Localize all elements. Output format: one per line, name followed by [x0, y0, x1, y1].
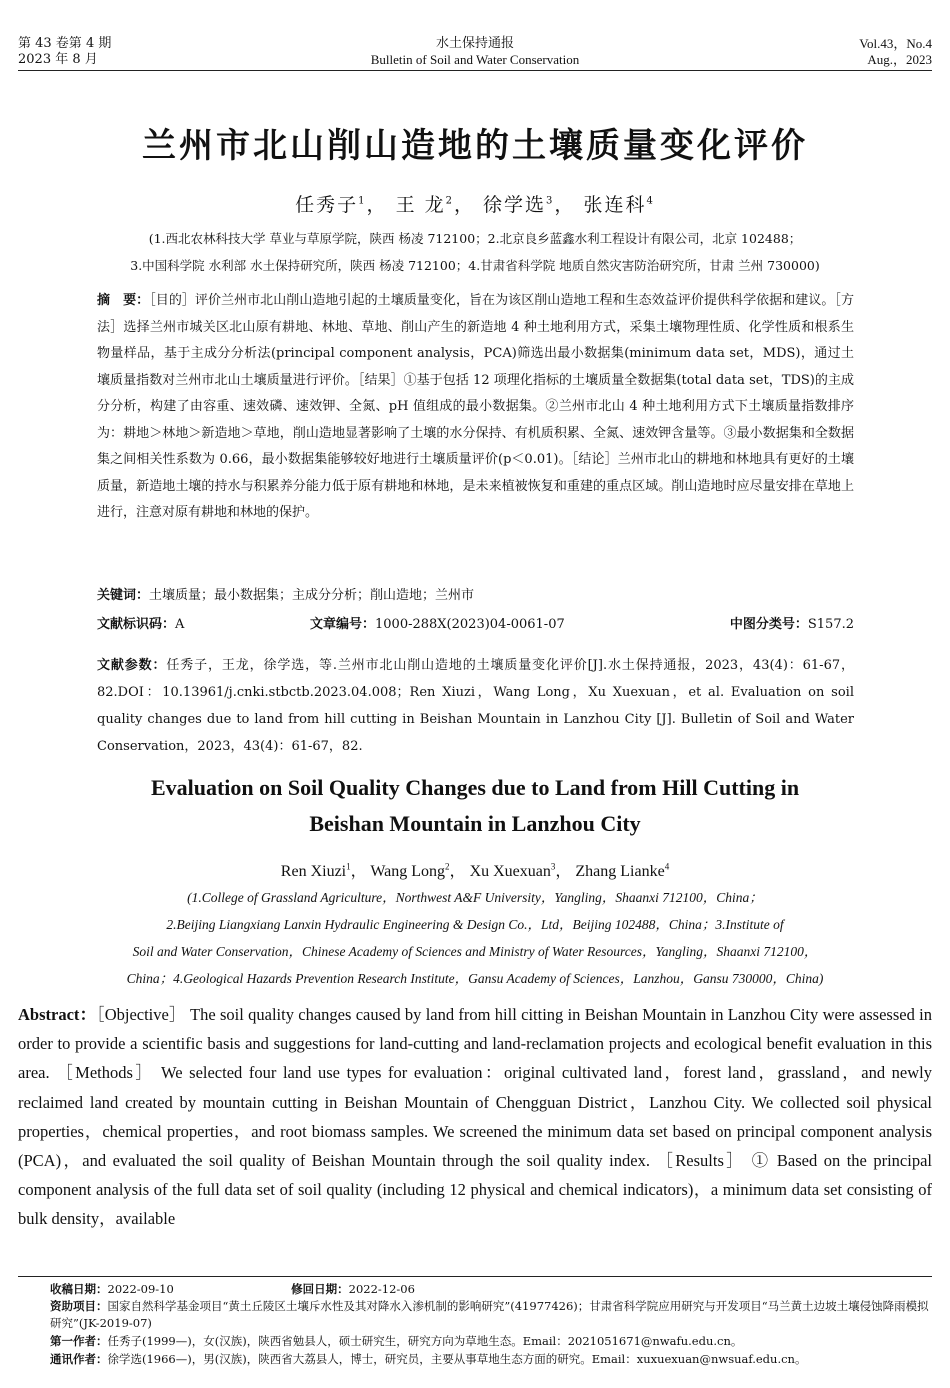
footnote-funding: 资助项目：国家自然科学基金项目“黄土丘陵区土壤斥水性及其对降水入渗机制的影响研究”(41977426)；甘肃省科学院应用研究与开发项目“马兰黄土边坡土壤侵蚀降雨模拟研究”(JK-2019-07) — [50, 1299, 929, 1330]
author-name: Wang Long — [370, 863, 446, 880]
affiliation-cn-line: 3.中国科学院 水利部 水土保持研究所，陕西 杨凌 712100；4.甘肃省科学院 地质自然灾害防治研究所，甘肃 兰州 730000) — [130, 258, 820, 273]
affiliation-en: (1.College of Grassland Agriculture，Northwest A&F University，Yangling，Shaanxi 712100，China； 2.Beijing Liangxiang Lanxin Hydraulic Engineering & Design Co.，Ltd，Beijing 102488，China；3.Institute of Soil and Water Conservation，Chinese Academy of Sciences and Ministry of Water Resources，Yangling，Shaanxi 712100， China；4.Geological Hazards Prevention Research Institute，Gansu Academy of Sciences，Lanzhou，Gansu 730000，China) — [126, 890, 824, 986]
author-name: 徐学选 — [483, 194, 547, 216]
journal-volume: Vol.43，No.4 Aug.，2023 — [859, 36, 932, 67]
citation — [97, 652, 854, 760]
author-name: 任秀子 — [295, 194, 359, 216]
running-header — [18, 36, 932, 71]
citation-label: 文献参数： — [97, 658, 167, 673]
keywords — [97, 586, 854, 606]
abstract-text: ［目的］评价兰州市北山削山造地引起的土壤质量变化，旨在为该区削山造地工程和生态效益评价提供科学依据和建议。［方法］选择兰州市城关区北山原有耕地、林地、草地、削山产生的新造地 4 种土地利用方式，采集土壤物理性质、化学性质和根系生物量样品，基于主成分分析法(principal component analysis，PCA)筛选出最小数据集(minimum data set，MDS)，通过土壤质量指数对兰州市北山土壤质量进行评价。［结果］①基于包括 12 项理化指标的土壤质量全数据集(total data set，TDS)的主成分分析，构建了由容重、速效磷、速效钾、全氮、pH 值组成的最小数据集。②兰州市北山 4 种土地利用方式下土壤质量指数排序为：耕地＞林地＞新造地＞草地，削山造地显著影响了土壤的水分保持、有机质积累、全氮、速效钾含量等。③最小数据集和全数据集之间相关性系数为 0.66，最小数据集能够较好地进行土壤质量评价(p＜0.01)。［结论］兰州市北山的耕地和林地具有更好的土壤质量，新造地土壤的持水与积累养分能力低于原有耕地和林地，是未来植被恢复和重建的重点区域。削山造地时应尽量安排在草地上进行，注意对原有耕地和林地的保护。 — [97, 293, 854, 520]
author-list-en: Ren Xiuzi$^1$， Wang Long$^2$， Xu Xuexuan$^3$， Zhang Lianke$^4$ — [280, 861, 670, 880]
affiliation-cn-line: (1.西北农林科技大学 草业与草原学院，陕西 杨凌 712100；2.北京良乡蓝鑫水利工程设计有限公司，北京 102488； — [148, 231, 802, 246]
author-list-cn: 任秀子$^1$， 王 龙$^2$， 徐学选$^3$， 张连科$^4$ — [295, 194, 655, 216]
doc-code: 文献标识码：A — [97, 617, 185, 632]
author-name: Ren Xiuzi — [280, 863, 347, 880]
author-name: Zhang Lianke — [575, 863, 665, 880]
article-number: 文章编号：1000-288X(2023)04-0061-07 — [310, 617, 565, 632]
footnote-divider — [18, 1276, 932, 1277]
footnote-corresponding-author: 通讯作者：徐学选(1966—)，男(汉族)，陕西省大荔县人，博士，研究员，主要从事草地生态方面的研究。Email：xuxuexuan@nwsuaf.edu.cn。 — [50, 1352, 807, 1366]
abstract-en — [18, 1000, 932, 1234]
author-name: Xu Xuexuan — [469, 863, 551, 880]
author-name: 王 龙 — [395, 194, 446, 216]
abstract-cn — [97, 288, 854, 527]
abstract-text: ［Objective］ The soil quality changes caused by land from hill citting in Beishan Mountain in Lanzhou City were assessed in order to provide a scientific basis and suggestions for land-cutting and land-reclamation projects and ecological benefit evaluation in this area. ［Methods］ We selected four land use types for evaluation：original cultivated land，forest land，grassland，and newly reclaimed land created by mountain cutting in Beishan Mountain of Chengguan District，Lanzhou City. We collected soil physical properties，chemical properties，and root biomass samples. We screened the minimum data set based on principal component analysis (PCA)，and evaluated the soil quality of Beishan Mountain through the soil quality index. ［Results］ ① Based on the principal component analysis of the full data set of soil quality (including 12 physical and chemical indicators)，a minimum data set consisting of bulk density，available — [18, 1005, 932, 1229]
footnote-dates: 收稿日期：2022-09-10 修回日期：2022-12-06 — [50, 1282, 415, 1296]
paper-title-en: Evaluation on Soil Quality Changes due to Land from Hill Cutting in Beishan Mountain in Lanzhou City — [150, 775, 800, 836]
keywords-text: 土壤质量；最小数据集；主成分分析；削山造地；兰州市 — [149, 588, 475, 603]
clc-number: 中图分类号：S157.2 — [729, 617, 854, 632]
author-name: 张连科 — [583, 194, 647, 216]
citation-text: 任秀子，王龙，徐学选，等.兰州市北山削山造地的土壤质量变化评价[J].水土保持通报，2023，43(4)：61-67，82.DOI：10.13961/j.cnki.stbctb.2023.04.008；Ren Xiuzi，Wang Long，Xu Xuexuan，et al. Evaluation on soil quality changes due to land from hill cutting in Beishan Mountain in Lanzhou City [J]. Bulletin of Soil and Water Conservation，2023，43(4)：61-67，82. — [97, 658, 854, 754]
article-identifiers — [97, 613, 854, 633]
paper-title-cn: 兰州市北山削山造地的土壤质量变化评价 — [142, 126, 808, 166]
journal-issue: 第 43 卷第 4 期 2023 年 8 月 — [18, 36, 112, 67]
footnote-first-author: 第一作者：任秀子(1999—)，女(汉族)，陕西省勉县人，硕士研究生，研究方向为草地生态。Email：2021051671@nwafu.edu.cn。 — [50, 1334, 743, 1348]
journal-name: 水土保持通报 Bulletin of Soil and Water Conservation — [370, 36, 580, 67]
abstract-label: 摘 要： — [97, 293, 150, 308]
abstract-label: Abstract： — [18, 1005, 97, 1024]
keywords-label: 关键词： — [97, 588, 150, 603]
